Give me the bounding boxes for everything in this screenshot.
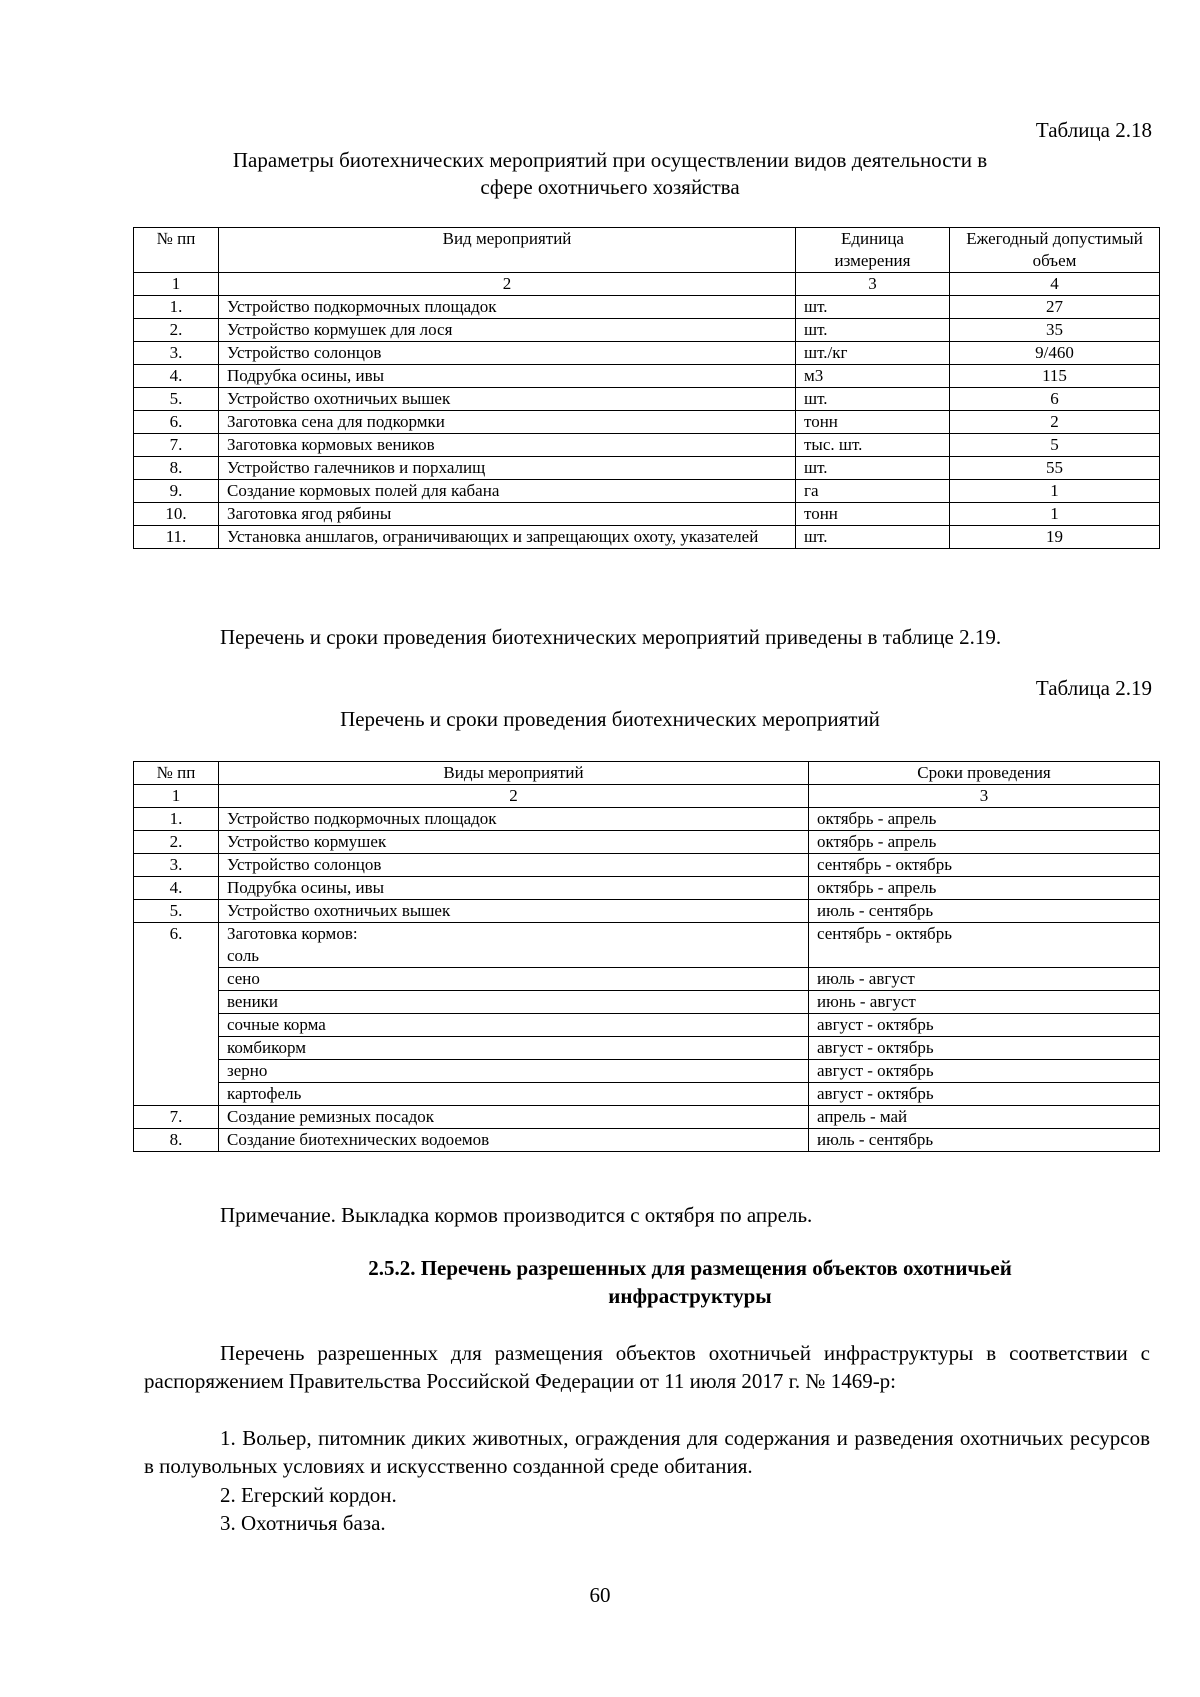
activity-name: Устройство охотничьих вышек [219,388,796,411]
activity-term: сентябрь - октябрь [809,923,1160,968]
table-row [134,831,1160,854]
column-number-cell: 1 [134,273,219,296]
table-row-sub [134,991,1160,1014]
table-row [134,503,1160,526]
annual-volume: 9/460 [950,342,1160,365]
section-intro: Перечень разрешенных для размещения объектов охотничьей инфраструктуры в соответствии с распоряжением Правительства Российской Федерации от 11 июля 2017 г. № 1469-р: [144,1341,1150,1393]
sub-item-name: сено [219,968,809,991]
section-heading [240,1254,1140,1310]
activity-term: июль - август [809,968,1160,991]
annual-volume: 19 [950,526,1160,549]
activity-name: Создание биотехнических водоемов [219,1129,809,1152]
table-2-18-title [140,147,1080,201]
row-number: 1. [134,296,219,319]
row-number: 6. [134,411,219,434]
column-number-cell: 2 [219,785,809,808]
section-item-1: 1. Вольер, питомник диких животных, ограждения для содержания и разведения охотничьих ресурсов в полувольных условиях и искусственно созданной среде обитания. [144,1426,1150,1478]
column-number-row [134,785,1160,808]
table-2-19-title: Перечень и сроки проведения биотехнических мероприятий [340,707,880,731]
activity-name: Создание ремизных посадок [219,1106,809,1129]
table-row [134,342,1160,365]
table-row [134,319,1160,342]
unit: тонн [796,503,950,526]
table-2-19-label: Таблица 2.19 [1035,676,1152,700]
sub-item-name: зерно [219,1060,809,1083]
activity-term: апрель - май [809,1106,1160,1129]
sub-item-name: веники [219,991,809,1014]
activity-term: август - октябрь [809,1014,1160,1037]
activity-name: Устройство кормушек [219,831,809,854]
table-row-sub [134,1083,1160,1106]
row-number: 3. [134,854,219,877]
row-number: 2. [134,319,219,342]
table-header-row [134,228,1160,273]
table-row [134,900,1160,923]
activity-name: Подрубка осины, ивы [219,877,809,900]
row-number: 7. [134,434,219,457]
table-row-sub [134,1037,1160,1060]
annual-volume: 115 [950,365,1160,388]
table-row [134,877,1160,900]
unit: шт. [796,296,950,319]
sub-item-name: соль [227,946,260,965]
table-2-18 [133,227,1160,549]
table-row [134,457,1160,480]
activity-name: Устройство подкормочных площадок [219,808,809,831]
row-number: 11. [134,526,219,549]
table-reference-text: Перечень и сроки проведения биотехнических мероприятий приведены в таблице 2.19. [220,625,1002,649]
annual-volume: 27 [950,296,1160,319]
group-title: Заготовка кормов: [227,924,358,943]
unit: га [796,480,950,503]
column-number-cell: 2 [219,273,796,296]
column-number-row [134,273,1160,296]
annual-volume: 2 [950,411,1160,434]
unit: тонн [796,411,950,434]
row-number: 7. [134,1106,219,1129]
row-number: 8. [134,457,219,480]
row-number: 6. [134,923,219,1106]
table-row [134,526,1160,549]
activity-term: октябрь - апрель [809,808,1160,831]
activity-term: июль - сентябрь [809,1129,1160,1152]
activity-name: Заготовка кормовых веников [219,434,796,457]
row-number: 5. [134,388,219,411]
row-number: 4. [134,365,219,388]
table-row-sub [134,968,1160,991]
activity-name: Устройство кормушек для лося [219,319,796,342]
row-number: 9. [134,480,219,503]
section-heading-line1: 2.5.2. Перечень разрешенных для размещения объектов охотничьей [368,1256,1012,1280]
row-number: 2. [134,831,219,854]
activity-name: Устройство солонцов [219,854,809,877]
annual-volume: 55 [950,457,1160,480]
row-number: 5. [134,900,219,923]
unit: шт./кг [796,342,950,365]
header-cell: Единица измерения [796,228,950,273]
activity-term: июнь - август [809,991,1160,1014]
section-item-2: 2. Егерский кордон. [220,1483,397,1507]
annual-volume: 1 [950,480,1160,503]
unit: шт. [796,319,950,342]
activity-name: Создание кормовых полей для кабана [219,480,796,503]
activity-name: Устройство охотничьих вышек [219,900,809,923]
table-row [134,434,1160,457]
activity-name [219,923,809,968]
table-row-group-6 [134,923,1160,968]
activity-name: Устройство галечников и порхалищ [219,457,796,480]
table-2-18-label: Таблица 2.18 [1035,118,1152,142]
table-2-18-title-line2: сфере охотничьего хозяйства [480,175,740,199]
row-number: 1. [134,808,219,831]
note-text: Примечание. Выкладка кормов производится с октября по апрель. [220,1203,813,1227]
table-row [134,1129,1160,1152]
unit: м3 [796,365,950,388]
activity-term: август - октябрь [809,1060,1160,1083]
annual-volume: 5 [950,434,1160,457]
table-header-row [134,762,1160,785]
header-cell: Виды мероприятий [219,762,809,785]
annual-volume: 1 [950,503,1160,526]
activity-term: август - октябрь [809,1083,1160,1106]
table-row [134,808,1160,831]
section-item-3: 3. Охотничья база. [220,1511,386,1535]
activity-term: октябрь - апрель [809,831,1160,854]
page-number: 60 [589,1583,611,1607]
column-number-cell: 3 [809,785,1160,808]
annual-volume: 6 [950,388,1160,411]
activity-term: август - октябрь [809,1037,1160,1060]
sub-item-name: сочные корма [219,1014,809,1037]
activity-term: июль - сентябрь [809,900,1160,923]
section-heading-line2: инфраструктуры [608,1284,772,1308]
row-number: 4. [134,877,219,900]
activity-name: Установка аншлагов, ограничивающих и запрещающих охоту, указателей [219,526,796,549]
annual-volume: 35 [950,319,1160,342]
activity-term: сентябрь - октябрь [809,854,1160,877]
activity-name: Устройство подкормочных площадок [219,296,796,319]
table-row [134,388,1160,411]
table-row [134,1106,1160,1129]
row-number: 10. [134,503,219,526]
row-number: 3. [134,342,219,365]
table-2-18-title-line1: Параметры биотехнических мероприятий при осуществлении видов деятельности в [232,148,988,172]
header-cell: Ежегодный допустимый объем [950,228,1160,273]
table-row-sub [134,1014,1160,1037]
activity-name: Заготовка сена для подкормки [219,411,796,434]
row-number: 8. [134,1129,219,1152]
table-row-sub [134,1060,1160,1083]
sub-item-name: комбикорм [219,1037,809,1060]
column-number-cell: 1 [134,785,219,808]
unit: шт. [796,526,950,549]
table-row [134,480,1160,503]
unit: тыс. шт. [796,434,950,457]
unit: шт. [796,388,950,411]
sub-item-name: картофель [219,1083,809,1106]
column-number-cell: 4 [950,273,1160,296]
unit: шт. [796,457,950,480]
header-cell: № пп [134,762,219,785]
table-row [134,854,1160,877]
table-row [134,296,1160,319]
table-row [134,411,1160,434]
table-2-19 [133,761,1160,1152]
header-cell: Сроки проведения [809,762,1160,785]
activity-name: Заготовка ягод рябины [219,503,796,526]
activity-term: октябрь - апрель [809,877,1160,900]
activity-name: Устройство солонцов [219,342,796,365]
column-number-cell: 3 [796,273,950,296]
activity-name: Подрубка осины, ивы [219,365,796,388]
header-cell: Вид мероприятий [219,228,796,273]
header-cell: № пп [134,228,219,273]
table-row [134,365,1160,388]
